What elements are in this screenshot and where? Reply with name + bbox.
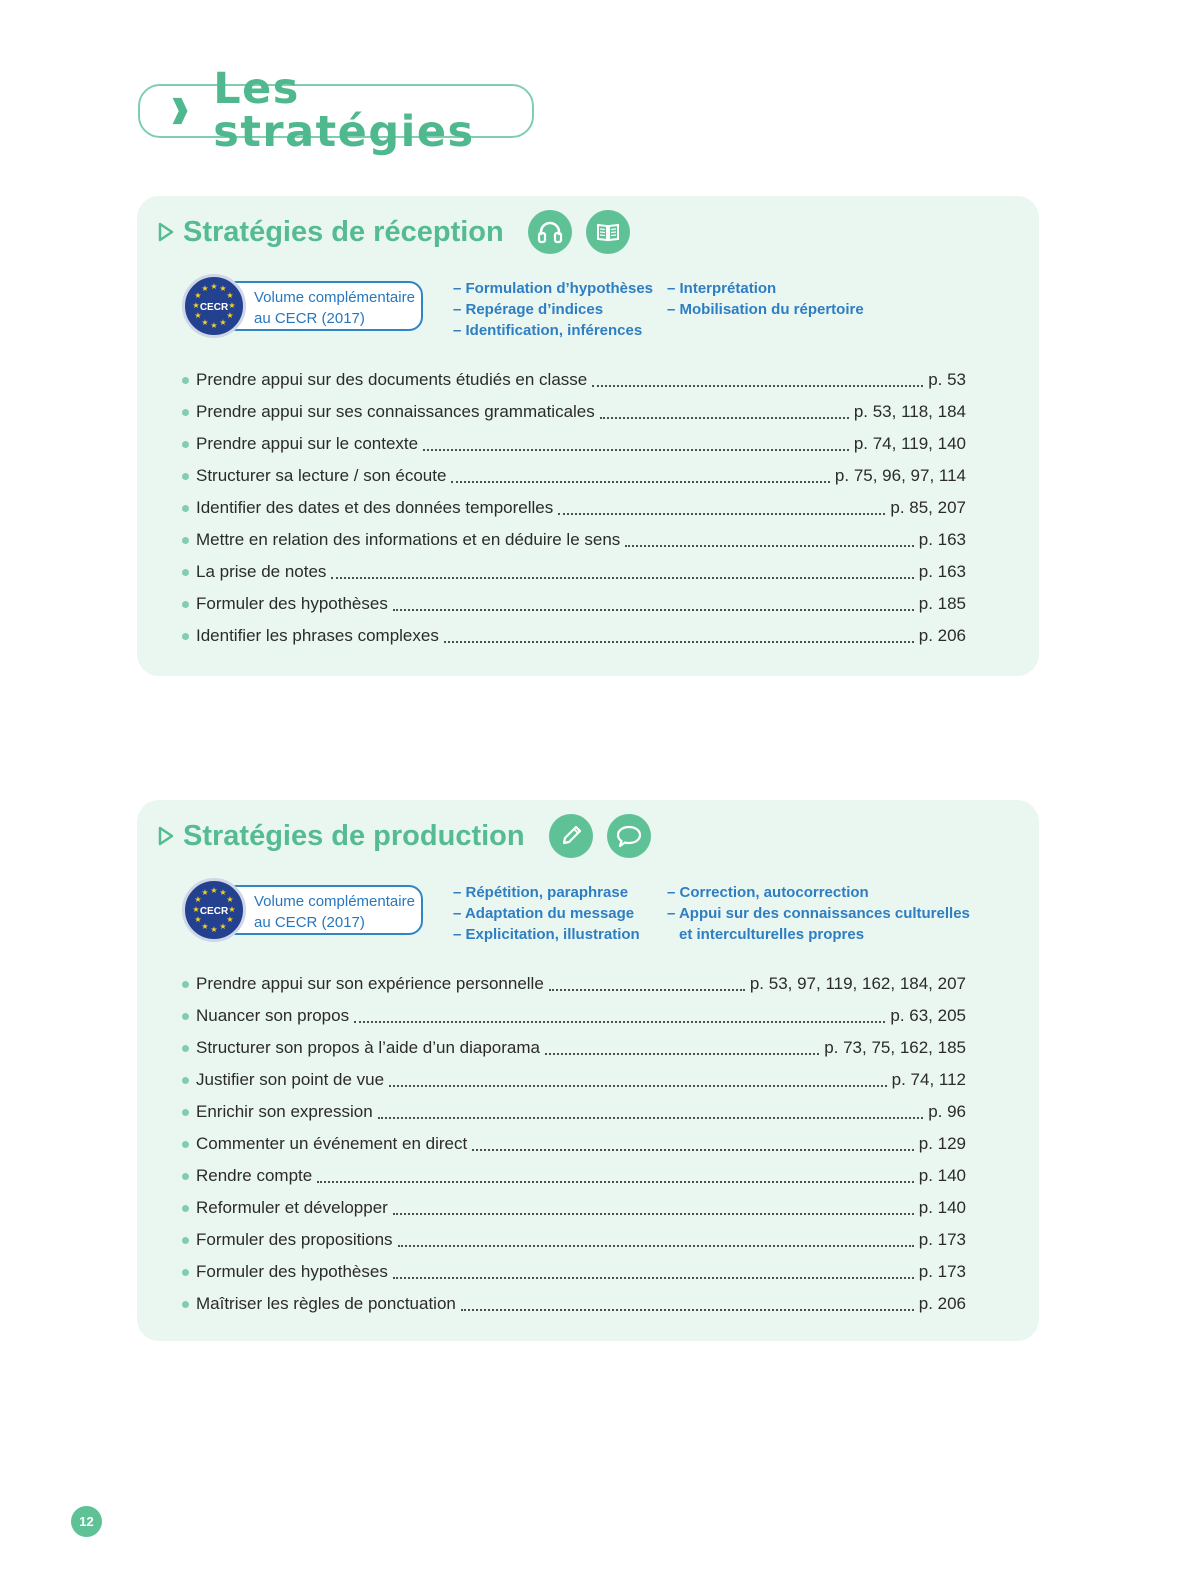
cecr-item: – Formulation d’hypothèses bbox=[453, 280, 654, 297]
item-text: Formuler des propositions bbox=[196, 1230, 393, 1249]
bullet bbox=[182, 981, 189, 988]
cecr-badge-text: CECR bbox=[199, 302, 229, 313]
cecr-item: – Explicitation, illustration bbox=[453, 926, 640, 943]
list-item bbox=[182, 1064, 966, 1096]
reception-title: Stratégies de réception bbox=[183, 215, 504, 248]
bullet bbox=[182, 505, 189, 512]
item-text: Rendre compte bbox=[196, 1166, 313, 1185]
bullet bbox=[182, 473, 189, 480]
bullet bbox=[182, 1301, 189, 1308]
item-page: p. 163 bbox=[918, 530, 966, 549]
svg-text:★: ★ bbox=[219, 888, 227, 897]
item-page: p. 74, 119, 140 bbox=[853, 434, 966, 453]
production-title: Stratégies de production bbox=[183, 819, 525, 852]
svg-text:★: ★ bbox=[210, 321, 218, 330]
production-cecr-col1 bbox=[453, 882, 640, 945]
bullet bbox=[182, 633, 189, 640]
triangle-outline-icon bbox=[157, 221, 175, 243]
item-page: p. 129 bbox=[918, 1134, 966, 1153]
item-page: p. 73, 75, 162, 185 bbox=[824, 1038, 966, 1057]
item-page: p. 206 bbox=[918, 1294, 966, 1313]
item-text: Enrichir son expression bbox=[196, 1102, 373, 1121]
dot-leader bbox=[600, 417, 849, 419]
bullet bbox=[182, 1109, 189, 1116]
svg-text:★: ★ bbox=[210, 925, 218, 934]
pencil-icon bbox=[549, 814, 593, 858]
item-page: p. 85, 207 bbox=[890, 498, 966, 517]
dot-leader bbox=[472, 1149, 914, 1151]
dot-leader bbox=[451, 481, 830, 483]
cecr-item: – Identification, inférences bbox=[453, 322, 643, 339]
cecr-label bbox=[222, 885, 423, 935]
svg-text:★: ★ bbox=[201, 284, 209, 293]
bullet bbox=[182, 569, 189, 576]
bullet bbox=[182, 1269, 189, 1276]
bullet bbox=[182, 1237, 189, 1244]
item-text: Formuler des hypothèses bbox=[196, 1262, 388, 1281]
svg-text:★: ★ bbox=[201, 922, 209, 931]
production-cecr bbox=[182, 878, 1012, 950]
bullet bbox=[182, 1141, 189, 1148]
bullet bbox=[182, 441, 189, 448]
item-page: p. 163 bbox=[918, 562, 966, 581]
cecr-item: – Appui sur des connaissances culturelles bbox=[667, 905, 970, 922]
headphones-icon bbox=[528, 210, 572, 254]
reception-header bbox=[157, 210, 630, 254]
item-page: p. 173 bbox=[918, 1230, 966, 1249]
item-page: p. 53, 97, 119, 162, 184, 207 bbox=[749, 974, 966, 993]
item-text: Reformuler et développer bbox=[196, 1198, 388, 1217]
reception-section bbox=[137, 196, 1039, 676]
dot-leader bbox=[558, 513, 885, 515]
svg-text:★: ★ bbox=[226, 311, 234, 320]
production-header bbox=[157, 814, 651, 858]
cecr-item: – Correction, autocorrection bbox=[667, 884, 869, 901]
cecr-item: – Repérage d’indices bbox=[453, 301, 604, 318]
svg-text:★: ★ bbox=[192, 301, 200, 310]
page-title: Les stratégies bbox=[213, 64, 475, 157]
dot-leader bbox=[354, 1021, 885, 1023]
svg-text:★: ★ bbox=[194, 895, 202, 904]
item-text: Commenter un événement en direct bbox=[196, 1134, 468, 1153]
reception-cecr-col2 bbox=[667, 278, 864, 320]
list-item bbox=[182, 524, 966, 556]
item-text: Identifier des dates et des données temporelles bbox=[196, 498, 554, 517]
item-text: Prendre appui sur ses connaissances grammaticales bbox=[196, 402, 595, 421]
cecr-label bbox=[222, 281, 423, 331]
bullet bbox=[182, 537, 189, 544]
eu-cecr-badge bbox=[182, 274, 246, 338]
dot-leader bbox=[625, 545, 913, 547]
item-text: Nuancer son propos bbox=[196, 1006, 350, 1025]
item-page: p. 74, 112 bbox=[891, 1070, 966, 1089]
dot-leader bbox=[549, 989, 745, 991]
svg-text:★: ★ bbox=[226, 895, 234, 904]
cecr-item: – Mobilisation du répertoire bbox=[667, 301, 864, 318]
svg-text:★: ★ bbox=[226, 291, 234, 300]
item-page: p. 63, 205 bbox=[890, 1006, 966, 1025]
cecr-label-line1: Volume complémentaire bbox=[254, 893, 415, 910]
cecr-badge-text: CECR bbox=[199, 906, 229, 917]
item-text: Mettre en relation des informations et en déduire le sens bbox=[196, 530, 621, 549]
list-item bbox=[182, 556, 966, 588]
production-section bbox=[137, 800, 1039, 1341]
reception-cecr bbox=[182, 274, 1012, 346]
svg-text:★: ★ bbox=[210, 282, 218, 291]
list-item bbox=[182, 460, 966, 492]
bullet bbox=[182, 1045, 189, 1052]
eu-cecr-badge bbox=[182, 878, 246, 942]
dot-leader bbox=[545, 1053, 819, 1055]
svg-text:★: ★ bbox=[201, 888, 209, 897]
dot-leader bbox=[378, 1117, 923, 1119]
svg-text:★: ★ bbox=[228, 905, 236, 914]
bullet bbox=[182, 1013, 189, 1020]
item-text: La prise de notes bbox=[196, 562, 327, 581]
dot-leader bbox=[393, 609, 914, 611]
list-item bbox=[182, 396, 966, 428]
item-page: p. 96 bbox=[928, 1102, 966, 1121]
svg-text:★: ★ bbox=[226, 915, 234, 924]
bullet bbox=[182, 409, 189, 416]
list-item bbox=[182, 1032, 966, 1064]
cecr-item: – Interprétation bbox=[667, 280, 777, 297]
list-item bbox=[182, 620, 966, 652]
dot-leader bbox=[393, 1213, 914, 1215]
item-text: Justifier son point de vue bbox=[196, 1070, 385, 1089]
cecr-item: et interculturelles propres bbox=[679, 926, 865, 943]
item-text: Prendre appui sur le contexte bbox=[196, 434, 419, 453]
bullet bbox=[182, 601, 189, 608]
item-page: p. 75, 96, 97, 114 bbox=[834, 466, 966, 485]
list-item bbox=[182, 1160, 966, 1192]
svg-text:★: ★ bbox=[192, 905, 200, 914]
svg-text:★: ★ bbox=[201, 318, 209, 327]
item-page: p. 173 bbox=[918, 1262, 966, 1281]
list-item bbox=[182, 1000, 966, 1032]
item-text: Prendre appui sur son expérience personnelle bbox=[196, 974, 544, 993]
list-item bbox=[182, 1288, 966, 1320]
item-page: p. 140 bbox=[918, 1198, 966, 1217]
bullet bbox=[182, 377, 189, 384]
bullet bbox=[182, 1173, 189, 1180]
item-page: p. 185 bbox=[918, 594, 966, 613]
dot-leader bbox=[444, 641, 914, 643]
item-text: Maîtriser les règles de ponctuation bbox=[196, 1294, 456, 1313]
dot-leader bbox=[592, 385, 923, 387]
cecr-item: – Adaptation du message bbox=[453, 905, 635, 922]
chevron-right-icon bbox=[170, 94, 189, 128]
item-text: Prendre appui sur des documents étudiés en classe bbox=[196, 370, 588, 389]
dot-leader bbox=[393, 1277, 914, 1279]
svg-text:★: ★ bbox=[210, 886, 218, 895]
item-text: Structurer son propos à l’aide d’un diaporama bbox=[196, 1038, 540, 1057]
speech-bubble-icon bbox=[607, 814, 651, 858]
production-list bbox=[182, 968, 966, 1320]
svg-text:★: ★ bbox=[228, 301, 236, 310]
list-item bbox=[182, 588, 966, 620]
list-item bbox=[182, 1256, 966, 1288]
list-item bbox=[182, 1096, 966, 1128]
production-cecr-col2 bbox=[667, 882, 970, 945]
svg-text:★: ★ bbox=[194, 311, 202, 320]
bullet bbox=[182, 1077, 189, 1084]
bullet bbox=[182, 1205, 189, 1212]
list-item bbox=[182, 428, 966, 460]
svg-text:★: ★ bbox=[194, 291, 202, 300]
cecr-label-line2: au CECR (2017) bbox=[254, 914, 365, 931]
page-title-box bbox=[138, 64, 534, 157]
triangle-outline-icon bbox=[157, 825, 175, 847]
item-page: p. 53 bbox=[928, 370, 966, 389]
item-text: Formuler des hypothèses bbox=[196, 594, 388, 613]
svg-text:★: ★ bbox=[194, 915, 202, 924]
dot-leader bbox=[389, 1085, 887, 1087]
dot-leader bbox=[331, 577, 913, 579]
page-number: 12 bbox=[71, 1506, 102, 1537]
cecr-item: – Répétition, paraphrase bbox=[453, 884, 629, 901]
book-icon bbox=[586, 210, 630, 254]
dot-leader bbox=[398, 1245, 914, 1247]
item-text: Identifier les phrases complexes bbox=[196, 626, 439, 645]
cecr-label-line2: au CECR (2017) bbox=[254, 310, 365, 327]
list-item bbox=[182, 1128, 966, 1160]
reception-list bbox=[182, 364, 966, 652]
dot-leader bbox=[461, 1309, 914, 1311]
list-item bbox=[182, 1224, 966, 1256]
svg-text:★: ★ bbox=[219, 318, 227, 327]
list-item bbox=[182, 1192, 966, 1224]
item-page: p. 140 bbox=[918, 1166, 966, 1185]
svg-text:★: ★ bbox=[219, 284, 227, 293]
cecr-label-line1: Volume complémentaire bbox=[254, 289, 415, 306]
list-item bbox=[182, 364, 966, 396]
dot-leader bbox=[317, 1181, 914, 1183]
list-item bbox=[182, 492, 966, 524]
svg-text:★: ★ bbox=[219, 922, 227, 931]
list-item bbox=[182, 968, 966, 1000]
dot-leader bbox=[423, 449, 849, 451]
item-page: p. 206 bbox=[918, 626, 966, 645]
item-page: p. 53, 118, 184 bbox=[853, 402, 966, 421]
item-text: Structurer sa lecture / son écoute bbox=[196, 466, 447, 485]
reception-cecr-col1 bbox=[453, 278, 653, 341]
